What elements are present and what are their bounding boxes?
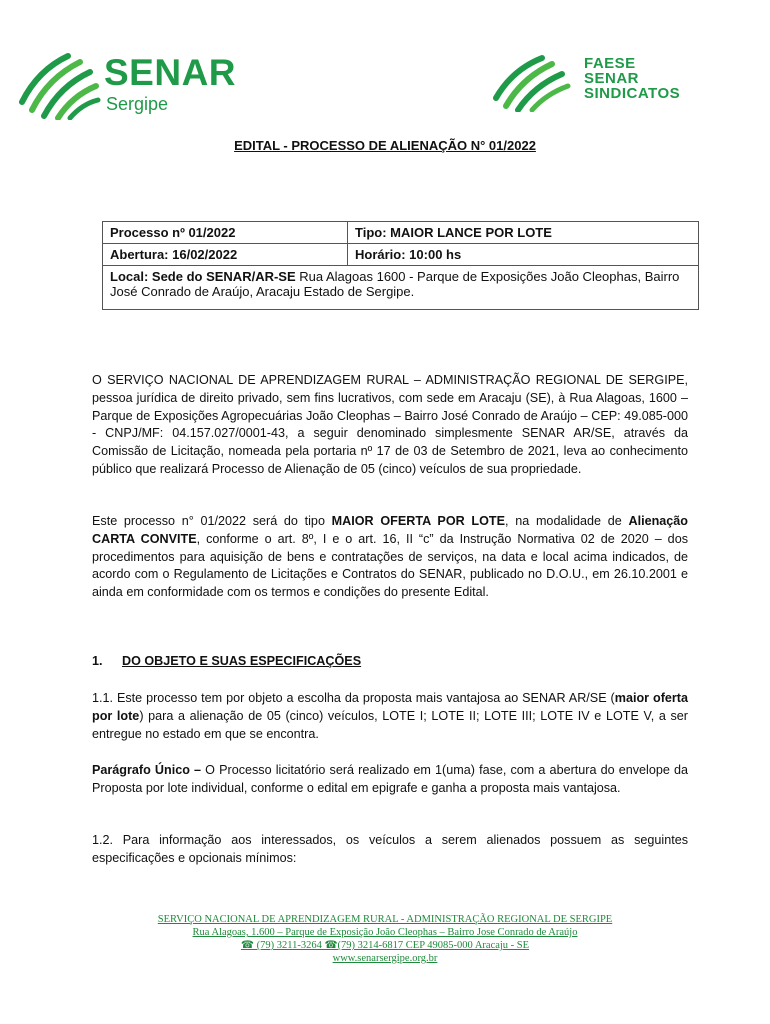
p2-bold-b: MAIOR OFERTA POR LOTE: [331, 514, 506, 528]
logo-line-senar: SENAR: [584, 70, 640, 87]
footer-website-link[interactable]: www.senarsergipe.org.br: [332, 953, 438, 964]
section-heading: [92, 654, 361, 668]
faese-leaf-icon: [490, 52, 574, 112]
faese-senar-sindicatos-logo: [490, 52, 730, 112]
page-footer: [0, 913, 770, 965]
paragraph-intro: O SERVIÇO NACIONAL DE APRENDIZAGEM RURAL – ADMINISTRAÇÃO REGIONAL DE SERGIPE, pessoa jurídica de direito privado, sem fins lucrativos, com sede em Aracaju (SE), à Rua Alagoas, 1600 – Parque de Exposições Agropecuárias João Cleophas – Bairro José Conrado de Araújo – CEP: 49.085-000 - CNPJ/MF: 04.157.027/0001-43, a seguir denominado simplesmente SENAR AR/SE, através da Comissão de Licitação, nomeada pela portaria nº 17 de 03 de Setembro de 2021, leva ao conhecimento público que realizará Processo de Alienação de 05 (cinco) veículos de sua propriedade.: [92, 373, 688, 476]
logo-text: [584, 56, 680, 101]
p2-bold-d: Alienação CARTA CONVITE: [92, 514, 688, 546]
logo-line-sindicatos: SINDICATOS: [584, 85, 681, 102]
paragraph-unico: [92, 762, 688, 798]
document-title: EDITAL - PROCESSO DE ALIENAÇÃO N° 01/2022: [234, 138, 536, 153]
p4-text-b: O Processo licitatório será realizado em 1(uma) fase, com a abertura do envelope da Proposta por lote individual, conforme o edital em epigrafe e ganha a proposta mais vantajosa.: [92, 763, 688, 795]
p3-text-a: 1.1. Este processo tem por objeto a escolha da proposta mais vantajosa ao SENAR AR/SE (: [92, 691, 615, 705]
local-label: Local: Sede do SENAR/AR-SE: [110, 269, 296, 284]
p2-text-e: , conforme o art. 8º, I e o art. 16, II “c” da Instrução Normativa 02 de 2020 – dos procedimentos para aquisição de bens e contratações de serviços, na data e local acima indicados, de acordo com o Regulamento de Licitações e Contratos do SENAR, publicado no D.O.U., em 26.10.2001 e ainda em conformidade com os termos e condições do presente Edital.: [92, 531, 688, 600]
logo-sub: Sergipe: [106, 94, 169, 114]
p3-text-c: ) para a alienação de 05 (cinco) veículos, LOTE I; LOTE II; LOTE III; LOTE IV e LOTE V, a ser entregue no estado em que se encontra.: [92, 708, 688, 741]
senar-leaf-icon: [18, 50, 102, 120]
processo-cell: Processo nº 01/2022: [103, 222, 348, 244]
section-title: DO OBJETO E SUAS ESPECIFICAÇÕES: [122, 654, 362, 668]
footer-line-2: Rua Alagoas, 1.600 – Parque de Exposição João Cleophas – Bairro Jose Conrado de Araújo: [192, 927, 578, 938]
p2-text-a: Este processo n° 01/2022 será do tipo: [92, 514, 332, 528]
senar-sergipe-logo: [18, 50, 248, 120]
logo-wordmark: SENAR: [104, 52, 237, 93]
tipo-cell: Tipo: MAIOR LANCE POR LOTE: [348, 222, 699, 244]
info-table: [102, 221, 699, 310]
local-value: Rua Alagoas 1600 - Parque de Exposições João Cleophas, Bairro José Conrado de Araújo, Aracaju Estado de Sergipe.: [110, 269, 680, 299]
p3-bold-b: maior oferta por lote: [92, 691, 688, 723]
paragraph-1-2: 1.2. Para informação aos interessados, os veículos a serem alienados possuem as seguintes especificações e opcionais mínimos:: [92, 833, 688, 865]
section-number: 1.: [92, 654, 103, 668]
p2-text-c: , na modalidade de: [505, 514, 629, 528]
footer-line-3: ☎ (79) 3211-3264 ☎(79) 3214-6817 CEP 49085-000 Aracaju - SE: [240, 940, 530, 951]
abertura-cell: Abertura: 16/02/2022: [103, 244, 348, 266]
paragraph-1-1: [92, 690, 688, 743]
logo-line-faese: FAESE: [584, 55, 636, 72]
horario-cell: Horário: 10:00 hs: [348, 244, 699, 266]
local-cell: [103, 266, 699, 310]
footer-line-1: SERVIÇO NACIONAL DE APRENDIZAGEM RURAL - ADMINISTRAÇÃO REGIONAL DE SERGIPE: [157, 914, 613, 925]
p4-bold-a: Parágrafo Único –: [92, 763, 202, 777]
paragraph-type: [92, 513, 688, 602]
